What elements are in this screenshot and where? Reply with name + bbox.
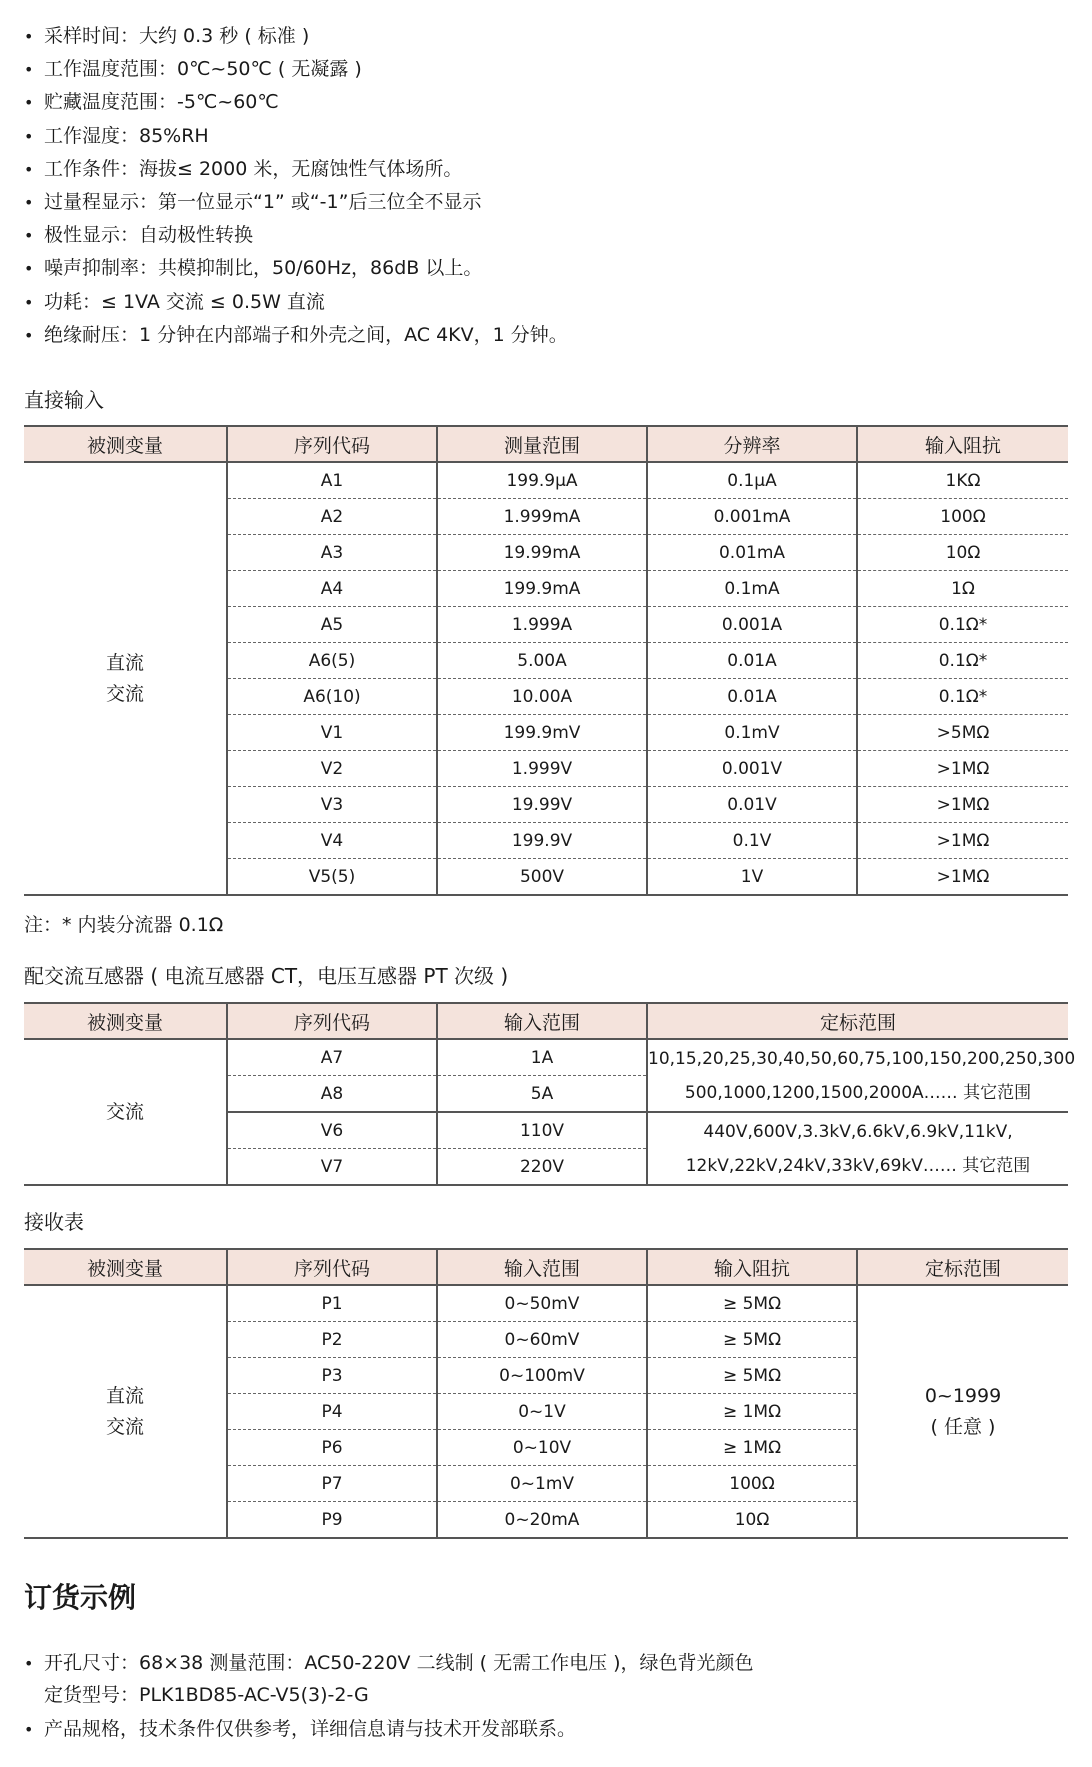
header-code: 序列代码	[227, 1249, 437, 1285]
table-cell: V1	[227, 715, 437, 751]
bullet-overrange: • 过量程显示：第一位显示“1” 或“-1”后三位全不显示	[24, 186, 1064, 219]
receiver-table	[24, 1248, 1068, 1539]
table-cell: 0~10V	[437, 1430, 647, 1466]
table-cell: 10Ω	[647, 1502, 857, 1539]
table-cell: 0~1mV	[437, 1466, 647, 1502]
table-cell: A5	[227, 607, 437, 643]
table-cell: 199.9mA	[437, 571, 647, 607]
direct-input-table	[24, 425, 1068, 896]
table-cell: >1MΩ	[857, 859, 1068, 896]
header-impedance: 输入阻抗	[647, 1249, 857, 1285]
table-cell: 10Ω	[857, 535, 1068, 571]
table-cell: 0.001A	[647, 607, 857, 643]
table-cell: 0.1mV	[647, 715, 857, 751]
table-header-row	[24, 1003, 1068, 1039]
table-cell: 0.001V	[647, 751, 857, 787]
variable-cell: 直流 交流	[24, 462, 227, 895]
order-example-title: 订货示例	[24, 1581, 137, 1614]
table-cell: 0~1V	[437, 1394, 647, 1430]
variable-cell: 交流	[24, 1039, 227, 1185]
table-row	[24, 462, 1068, 499]
table-cell: V3	[227, 787, 437, 823]
table-cell: 500V	[437, 859, 647, 896]
header-variable: 被测变量	[24, 426, 227, 462]
table-cell: 1.999mA	[437, 499, 647, 535]
bullet-dot: •	[24, 93, 34, 113]
table-cell: V4	[227, 823, 437, 859]
table-cell: 100Ω	[857, 499, 1068, 535]
table-cell: 0.001mA	[647, 499, 857, 535]
header-code: 序列代码	[227, 1003, 437, 1039]
voltage-scale-cell: 440V,600V,3.3kV,6.6kV,6.9kV,11kV, 12kV,22kV,24kV,33kV,69kV…… 其它范围	[647, 1112, 1068, 1185]
table-row	[24, 1285, 1068, 1322]
bullet-dot: •	[24, 1720, 34, 1739]
shunt-note: 注：* 内装分流器 0.1Ω	[24, 914, 224, 936]
bullet-dot: •	[24, 126, 34, 146]
table-cell: 0.01A	[647, 679, 857, 715]
table-cell: 0.1Ω*	[857, 643, 1068, 679]
order-line-cutout: • 开孔尺寸：68×38 测量范围：AC50-220V 二线制 ( 无需工作电压 )，绿色背光颜色	[24, 1648, 754, 1679]
table-cell: 1A	[437, 1039, 647, 1076]
table-cell: 5A	[437, 1076, 647, 1113]
ct-pt-table	[24, 1002, 1076, 1186]
table-cell: P2	[227, 1322, 437, 1358]
table-cell: 110V	[437, 1112, 647, 1149]
section-title-receiver: 接收表	[24, 1210, 84, 1234]
table-cell: 100Ω	[647, 1466, 857, 1502]
header-variable: 被测变量	[24, 1249, 227, 1285]
table-cell: >1MΩ	[857, 787, 1068, 823]
table-cell: 19.99V	[437, 787, 647, 823]
spec-bullet-list	[24, 20, 1064, 352]
table-cell: >1MΩ	[857, 751, 1068, 787]
table-cell: 0.1μA	[647, 462, 857, 499]
table-cell: A6(5)	[227, 643, 437, 679]
bullet-dot: •	[24, 259, 34, 279]
table-cell: >1MΩ	[857, 823, 1068, 859]
table-cell: 0~20mA	[437, 1502, 647, 1539]
table-cell: 1.999V	[437, 751, 647, 787]
table-cell: P7	[227, 1466, 437, 1502]
table-cell: 0~50mV	[437, 1285, 647, 1322]
table-cell: P1	[227, 1285, 437, 1322]
bullet-dot: •	[24, 159, 34, 179]
table-cell: 0.01V	[647, 787, 857, 823]
table-cell: ≥ 5MΩ	[647, 1358, 857, 1394]
table-cell: 0~60mV	[437, 1322, 647, 1358]
table-cell: 0.1Ω*	[857, 679, 1068, 715]
table-cell: 1KΩ	[857, 462, 1068, 499]
bullet-dot: •	[24, 325, 34, 345]
bullet-storage-temp: • 贮藏温度范围：-5℃~60℃	[24, 86, 1064, 119]
bullet-dot: •	[24, 1654, 34, 1673]
table-cell: 0.1mA	[647, 571, 857, 607]
header-resolution: 分辨率	[647, 426, 857, 462]
table-cell: 199.9V	[437, 823, 647, 859]
header-input-range: 输入范围	[437, 1249, 647, 1285]
table-cell: A8	[227, 1076, 437, 1113]
section-title-ct-pt: 配交流互感器 ( 电流互感器 CT，电压互感器 PT 次级 )	[24, 964, 509, 988]
header-range: 测量范围	[437, 426, 647, 462]
table-header-row	[24, 426, 1068, 462]
table-cell: 1Ω	[857, 571, 1068, 607]
header-scale-range: 定标范围	[647, 1003, 1068, 1039]
table-cell: >5MΩ	[857, 715, 1068, 751]
table-cell: V6	[227, 1112, 437, 1149]
bullet-conditions: • 工作条件：海拔≤ 2000 米，无腐蚀性气体场所。	[24, 153, 1064, 186]
section-title-direct-input: 直接输入	[24, 388, 104, 412]
table-cell: P6	[227, 1430, 437, 1466]
table-cell: ≥ 1MΩ	[647, 1394, 857, 1430]
table-cell: 0.1V	[647, 823, 857, 859]
header-variable: 被测变量	[24, 1003, 227, 1039]
bullet-operating-temp: • 工作温度范围：0℃~50℃ ( 无凝露 )	[24, 53, 1064, 86]
header-impedance: 输入阻抗	[857, 426, 1068, 462]
table-cell: 0~100mV	[437, 1358, 647, 1394]
table-cell: ≥ 1MΩ	[647, 1430, 857, 1466]
order-line-model: 定货型号：PLK1BD85-AC-V5(3)-2-G	[44, 1684, 369, 1706]
bullet-sampling-time: • 采样时间：大约 0.3 秒 ( 标准 )	[24, 20, 1064, 53]
table-cell: 0.01mA	[647, 535, 857, 571]
order-line-disclaimer: • 产品规格，技术条件仅供参考，详细信息请与技术开发部联系。	[24, 1714, 576, 1745]
table-cell: 199.9mV	[437, 715, 647, 751]
table-cell: ≥ 5MΩ	[647, 1322, 857, 1358]
header-code: 序列代码	[227, 426, 437, 462]
table-cell: A2	[227, 499, 437, 535]
table-cell: 1.999A	[437, 607, 647, 643]
table-cell: 5.00A	[437, 643, 647, 679]
table-row	[24, 1039, 1068, 1076]
table-cell: A1	[227, 462, 437, 499]
scale-cell: 0~1999 ( 任意 )	[857, 1285, 1068, 1538]
table-cell: A6(10)	[227, 679, 437, 715]
table-cell: A7	[227, 1039, 437, 1076]
bullet-noise: • 噪声抑制率：共模抑制比，50/60Hz，86dB 以上。	[24, 252, 1064, 285]
table-cell: ≥ 5MΩ	[647, 1285, 857, 1322]
table-cell: P3	[227, 1358, 437, 1394]
bullet-dot: •	[24, 226, 34, 246]
table-cell: 1V	[647, 859, 857, 896]
bullet-dot: •	[24, 60, 34, 80]
bullet-humidity: • 工作湿度：85%RH	[24, 120, 1064, 153]
table-cell: 10.00A	[437, 679, 647, 715]
table-cell: 19.99mA	[437, 535, 647, 571]
header-scale-range: 定标范围	[857, 1249, 1068, 1285]
bullet-insulation: • 绝缘耐压：1 分钟在内部端子和外壳之间，AC 4KV，1 分钟。	[24, 319, 1064, 352]
table-cell: 220V	[437, 1149, 647, 1186]
current-scale-cell: 10,15,20,25,30,40,50,60,75,100,150,200,250,300 500,1000,1200,1500,2000A…… 其它范围	[647, 1039, 1068, 1112]
bullet-dot: •	[24, 192, 34, 212]
table-cell: V7	[227, 1149, 437, 1186]
header-input-range: 输入范围	[437, 1003, 647, 1039]
table-cell: P4	[227, 1394, 437, 1430]
table-cell: 0.1Ω*	[857, 607, 1068, 643]
table-cell: V5(5)	[227, 859, 437, 896]
table-cell: 199.9μA	[437, 462, 647, 499]
table-cell: A3	[227, 535, 437, 571]
table-header-row	[24, 1249, 1068, 1285]
table-cell: V2	[227, 751, 437, 787]
bullet-polarity: • 极性显示：自动极性转换	[24, 219, 1064, 252]
bullet-dot: •	[24, 292, 34, 312]
variable-cell: 直流 交流	[24, 1285, 227, 1538]
table-cell: 0.01A	[647, 643, 857, 679]
bullet-power: • 功耗：≤ 1VA 交流 ≤ 0.5W 直流	[24, 286, 1064, 319]
table-cell: A4	[227, 571, 437, 607]
bullet-dot: •	[24, 27, 34, 46]
table-cell: P9	[227, 1502, 437, 1539]
